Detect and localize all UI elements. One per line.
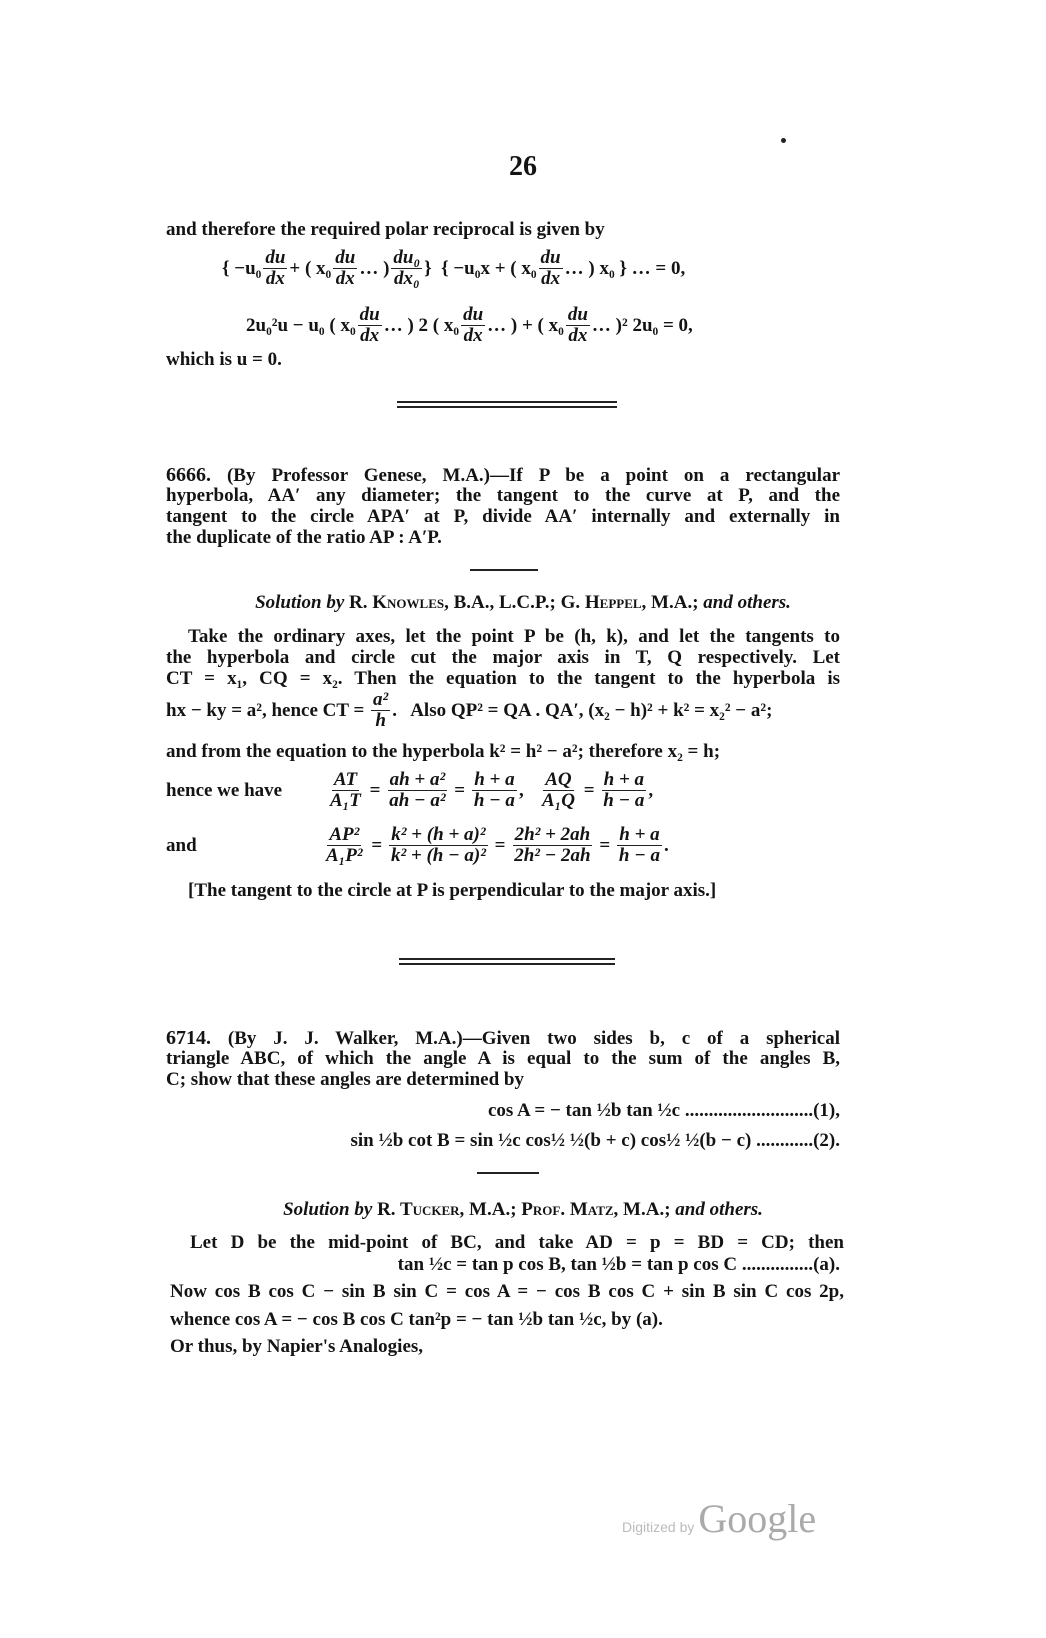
double-rule-bottom <box>397 406 617 408</box>
math-text: = <box>489 834 511 856</box>
denominator: A₁P² <box>326 845 363 866</box>
fraction <box>263 248 287 289</box>
math-text: = <box>449 779 470 801</box>
q6714-line-1 <box>166 1027 840 1050</box>
numerator: du <box>540 247 561 268</box>
math-text: … ) x₀ } … = 0, <box>564 257 686 279</box>
denominator: h − a <box>603 790 645 811</box>
numerator: h + a <box>474 769 515 790</box>
denominator: A₁T <box>330 790 361 811</box>
numerator: du <box>567 304 588 325</box>
numerator: k² + (h + a)² <box>391 824 486 845</box>
q6666-line-2: hyperbola, AA′ any diameter; the tangent to the curve at P, and the <box>166 485 840 506</box>
solvers: R. Tucker, M.A.; Prof. Matz, M.A.; <box>377 1199 671 1220</box>
fraction <box>391 248 422 289</box>
fraction <box>358 305 382 346</box>
fraction <box>512 825 592 866</box>
fraction <box>461 305 485 346</box>
numerator: du <box>463 304 484 325</box>
numerator: h + a <box>619 824 660 845</box>
fraction <box>566 305 590 346</box>
math-text: = <box>366 834 387 856</box>
math-text: , <box>648 779 654 801</box>
denominator: h <box>375 710 386 731</box>
q6666-line-3: tangent to the circle APA′ at P, divide AA′ internally and externally in <box>166 506 840 527</box>
q6666-line-4: the duplicate of the ratio AP : A′P. <box>166 527 442 548</box>
double-rule-top <box>397 401 617 403</box>
fraction <box>324 825 365 866</box>
numerator: AP² <box>329 824 360 845</box>
fraction <box>540 770 577 811</box>
short-rule <box>470 569 538 571</box>
equation-2 <box>246 305 693 346</box>
solution-credit <box>0 592 1046 614</box>
denominator: dx <box>568 325 588 346</box>
short-rule <box>477 1172 539 1174</box>
denominator: dx₀ <box>393 268 420 289</box>
double-rule-top <box>399 958 615 960</box>
numerator: du₀ <box>393 247 421 268</box>
fraction <box>333 248 357 289</box>
math-text: = <box>364 779 386 801</box>
math-text: … )² 2u₀ = 0, <box>591 314 693 336</box>
fraction <box>371 690 390 731</box>
math-text: hx − ky = a², hence CT = <box>166 699 370 721</box>
solution-line-3: Now cos B cos C − sin B sin C = cos A = − cos B cos C + sin B sin C cos 2p, <box>170 1281 844 1302</box>
denominator: dx <box>463 325 483 346</box>
denominator: dx <box>541 268 561 289</box>
solution-line-2: tan ½c = tan p cos B, tan ½b = tan p cos C ...............(a). <box>397 1254 840 1275</box>
solution-line-2: the hyperbola and circle cut the major axis in T, Q respectively. Let <box>166 647 840 668</box>
solution-line-4: whence cos A = − cos B cos C tan²p = − tan ½b tan ½c, by (a). <box>170 1309 663 1330</box>
q6714-line-2: triangle ABC, of which the angle A is equal to the sum of the angles B, <box>166 1048 840 1069</box>
solution-line-1: Let D be the mid-point of BC, and take AD = p = BD = CD; then <box>190 1232 844 1253</box>
and-label: and <box>166 835 197 856</box>
numerator: du <box>359 304 380 325</box>
and-others: and others. <box>703 592 791 613</box>
digitized-by-google-watermark <box>622 1495 816 1542</box>
text: (By J. J. Walker, M.A.)—Given two sides b, c of a spherical <box>227 1028 841 1049</box>
numerator: AT <box>333 769 358 790</box>
fraction <box>617 825 662 866</box>
question-number: 6666. <box>166 464 211 486</box>
math-text: = <box>594 834 615 856</box>
fraction <box>601 770 646 811</box>
math-text: . Also QP² = QA . QA′, (x₂ − h)² + k² = x₂² − a²; <box>392 699 773 721</box>
math-text: { −u₀ <box>222 257 262 279</box>
solution-line-5: and from the equation to the hyperbola k² = h² − a²; therefore x₂ = h; <box>166 741 721 762</box>
solution-by: Solution by <box>255 592 345 613</box>
numerator: ah + a² <box>389 769 446 790</box>
math-text: + ( x₀ <box>289 257 332 279</box>
solution-line-1: Take the ordinary axes, let the point P be (h, k), and let the tangents to <box>188 626 840 647</box>
solution-line-5: Or thus, by Napier's Analogies, <box>170 1336 424 1357</box>
text: (By Professor Genese, M.A.)—If P be a point on a rectangular <box>226 465 841 486</box>
math-text: 2u₀²u − u₀ ( x₀ <box>246 314 356 336</box>
q6714-eq-2: sin ½b cot B = sin ½c cos½ ½(b + c) cos½ ½(b − c) ............(2). <box>350 1130 840 1151</box>
and-others: and others. <box>675 1199 763 1220</box>
conclusion-text: which is u = 0. <box>166 349 282 370</box>
denominator: h − a <box>473 790 515 811</box>
double-rule-bottom <box>399 963 615 965</box>
math-text: } { −u₀x + ( x₀ <box>424 257 537 279</box>
solution-by: Solution by <box>283 1199 373 1220</box>
denominator: k² + (h − a)² <box>390 845 486 866</box>
solution-line-3: CT = x₁, CQ = x₂. Then the equation to the tangent to the hyperbola is <box>166 668 840 689</box>
hence-equation <box>326 770 653 811</box>
numerator: du <box>335 247 356 268</box>
numerator: du <box>265 247 286 268</box>
q6714-eq-1: cos A = − tan ½b tan ½c ...........................(1), <box>487 1100 840 1121</box>
q6714-line-3: C; show that these angles are determined by <box>166 1069 524 1090</box>
equation-1 <box>222 248 685 289</box>
denominator: dx <box>360 325 380 346</box>
math-text: = <box>578 779 600 801</box>
math-text: … ) + ( x₀ <box>487 314 564 336</box>
numerator: 2h² + 2ah <box>514 824 591 845</box>
watermark-prefix: Digitized by <box>622 1519 695 1535</box>
and-equation <box>322 825 669 866</box>
fraction <box>328 770 363 811</box>
note: [The tangent to the circle at P is perpendicular to the major axis.] <box>188 880 717 901</box>
denominator: ah − a² <box>389 790 446 811</box>
page-number: 26 <box>509 151 537 182</box>
scan-speck <box>781 138 786 143</box>
math-text: , <box>518 779 538 801</box>
fraction <box>539 248 563 289</box>
denominator: 2h² − 2ah <box>514 845 591 866</box>
math-text: … ) <box>359 257 390 279</box>
solvers: R. Knowles, B.A., L.C.P.; G. Heppel, M.A.; <box>349 592 699 613</box>
intro-text: and therefore the required polar reciprocal is given by <box>166 219 605 240</box>
fraction <box>472 770 517 811</box>
denominator: h − a <box>618 845 660 866</box>
numerator: h + a <box>603 769 645 790</box>
question-number: 6714. <box>166 1027 211 1049</box>
google-logo: Google <box>698 1496 817 1541</box>
denominator: dx <box>265 268 285 289</box>
math-text: . <box>664 834 669 856</box>
numerator: a² <box>373 689 389 710</box>
math-text: … ) 2 ( x₀ <box>383 314 460 336</box>
hence-label: hence we have <box>166 780 283 801</box>
q6666-line-1 <box>166 464 840 487</box>
numerator: AQ <box>545 769 572 790</box>
denominator: A₁Q <box>541 790 575 811</box>
fraction <box>387 770 447 811</box>
fraction <box>389 825 488 866</box>
solution-eq-line <box>166 690 772 731</box>
solution-credit <box>0 1199 1046 1221</box>
denominator: dx <box>335 268 355 289</box>
